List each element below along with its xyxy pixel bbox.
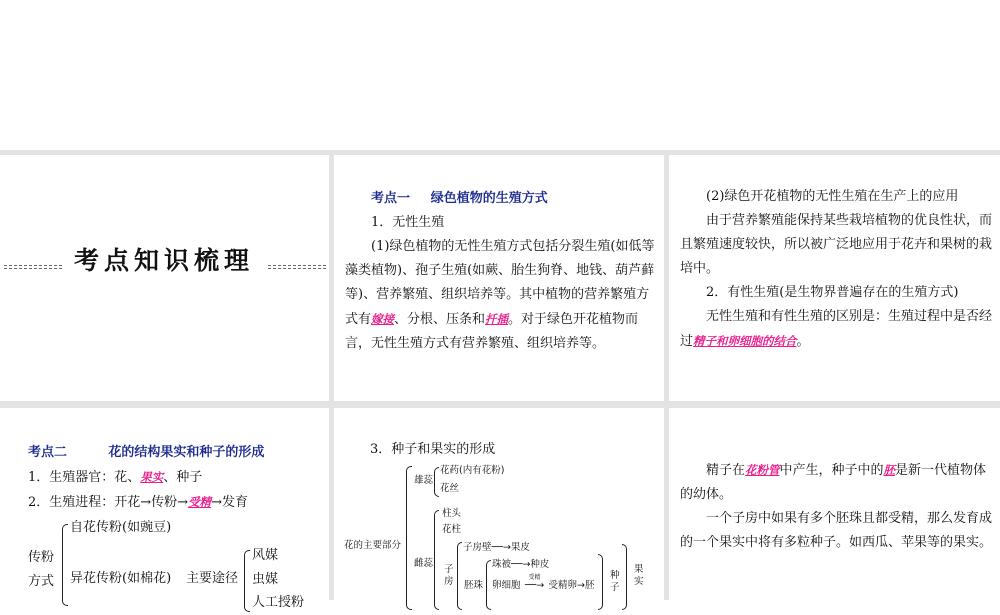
slide-thumbnail-4[interactable] — [0, 408, 329, 610]
paragraph: (1)绿色植物的无性生殖方式包括分裂生殖(如低等藻类植物)、孢子生殖(如蕨、胎生狗脊、地钱、葫芦藓等)、营养繁殖、组织培养等。其中植物的营养繁殖方式有嫁接、分根、压条和扦插。对于绿色开花植物而言，无性生殖方式有营养繁殖、组织培养等。 — [345, 239, 655, 351]
slide-thumbnail-3[interactable] — [669, 155, 1000, 401]
subheading: 2．有性生殖(是生物界普遍存在的生殖方式) — [706, 285, 959, 300]
grid-divider-middle — [0, 401, 1000, 408]
heading-label: 考点二 — [28, 445, 68, 460]
subheading: (2)绿色开花植物的无性生殖在生产上的应用 — [706, 189, 959, 204]
diagram-node: 种子 — [610, 570, 620, 593]
diagram-node: 花丝 — [440, 483, 460, 494]
diagram-node: 花柱 — [442, 524, 462, 535]
list-item: 2．生殖进程：开花→传粉→受精→发育 — [28, 495, 248, 510]
answer-blank: 扦插 — [485, 312, 509, 326]
diagram-node: 雄蕊 — [414, 475, 434, 486]
diagram-node: 果实 — [634, 564, 644, 587]
heading-label: 考点一 — [371, 191, 411, 206]
diagram-node: 柱头 — [442, 508, 462, 519]
diagram-node: 胚珠 — [464, 580, 484, 591]
subheading: 1．无性生殖 — [371, 215, 445, 230]
brace — [406, 466, 412, 610]
route-item: 风媒 — [252, 548, 279, 563]
slide-thumbnail-1[interactable] — [0, 155, 329, 401]
brace — [622, 544, 627, 610]
list-item: 1．生殖器官：花、果实、种子 — [28, 470, 203, 485]
pollination-label: 传粉方式 — [28, 550, 55, 589]
answer-blank: 受精 — [188, 495, 212, 509]
route-item: 人工授粉 — [252, 595, 305, 610]
diagram-node: 雌蕊 — [414, 558, 434, 569]
brace — [434, 467, 439, 497]
slide-thumbnail-6[interactable] — [669, 408, 1000, 600]
brace — [457, 542, 462, 610]
route-label: 主要途径 — [186, 571, 239, 586]
dashed-ornament-left — [4, 256, 62, 275]
cross-pollination: 异花传粉(如棉花) — [70, 571, 172, 586]
brace — [434, 510, 439, 610]
paragraph: 精子在花粉管中产生，种子中的胚是新一代植物体的幼体。 — [680, 463, 987, 502]
slide-thumbnail-5[interactable] — [334, 408, 664, 600]
answer-blank: 精子和卵细胞的结合 — [693, 334, 797, 348]
answer-blank: 胚 — [883, 463, 896, 477]
diagram-node: 花药(内有花粉) — [440, 465, 505, 476]
self-pollination: 自花传粉(如豌豆) — [70, 520, 172, 535]
slide-thumbnail-2[interactable] — [334, 155, 664, 401]
diagram-edge: 卵细胞 受精 ──→ 受精卵→胚 — [492, 574, 595, 591]
top-blank-area — [0, 0, 1000, 152]
subheading: 3．种子和果实的形成 — [370, 442, 496, 457]
answer-blank: 花粉管 — [745, 463, 780, 477]
slide-title: 考点知识梳理 — [74, 246, 255, 275]
section-heading — [28, 441, 328, 465]
answer-blank: 嫁接 — [371, 312, 395, 326]
section-heading — [345, 187, 655, 211]
heading-title: 花的结构果实和种子的形成 — [108, 445, 265, 460]
diagram-edge: 珠被──→种皮 — [492, 559, 550, 570]
brace — [244, 550, 250, 612]
paragraph: 一个子房中如果有多个胚珠且都受精，那么发育成的一个果实中将有多粒种子。如西瓜、苹果等的果实。 — [680, 511, 993, 550]
route-item: 虫媒 — [252, 572, 279, 587]
heading-title: 绿色植物的生殖方式 — [430, 191, 548, 206]
brace — [598, 554, 603, 610]
diagram-root: 花的主要部分 — [344, 540, 402, 551]
brace — [62, 524, 68, 606]
brace — [486, 560, 491, 610]
dashed-ornament-right — [268, 256, 326, 275]
diagram-edge: 子房壁──→果皮 — [463, 542, 530, 553]
paragraph: 由于营养繁殖能保持某些栽培植物的优良性状，而且繁殖速度较快，所以被广泛地应用于花卉和果树的栽培中。 — [680, 213, 993, 276]
answer-blank: 果实 — [140, 470, 164, 484]
paragraph: 无性生殖和有性生殖的区别是：生殖过程中是否经过精子和卵细胞的结合。 — [680, 309, 993, 349]
diagram-node: 子房 — [444, 564, 454, 587]
